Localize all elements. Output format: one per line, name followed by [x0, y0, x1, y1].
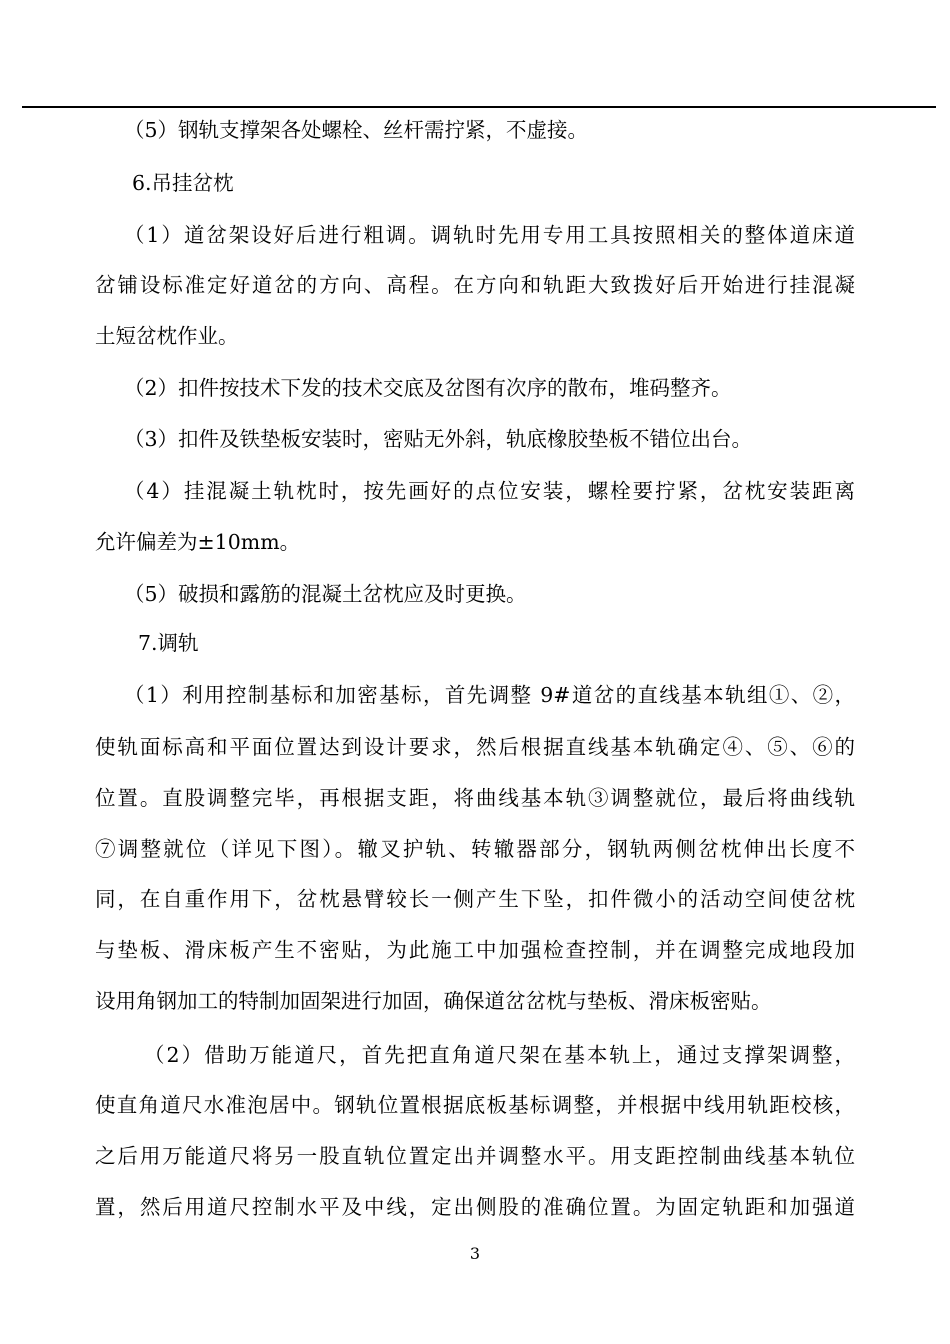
- paragraph-line: （4）挂混凝土轨枕时，按先画好的点位安装，螺栓要拧紧，岔枕安装距离: [124, 479, 855, 503]
- paragraph-line: 允许偏差为±10mm。: [95, 530, 301, 554]
- paragraph-line: （3）扣件及铁垫板安装时，密贴无外斜，轨底橡胶垫板不错位出台。: [124, 427, 753, 451]
- paragraph-line: 与垫板、滑床板产生不密贴，为此施工中加强检查控制，并在调整完成地段加: [95, 938, 855, 962]
- paragraph-line: （2）扣件按技术下发的技术交底及岔图有次序的散布，堆码整齐。: [124, 376, 732, 400]
- paragraph-line: 同，在自重作用下，岔枕悬臂较长一侧产生下坠，扣件微小的活动空间使岔枕: [95, 887, 855, 911]
- paragraph-line: （1）利用控制基标和加密基标，首先调整 9#道岔的直线基本轨组①、②，: [124, 683, 855, 707]
- paragraph-line: 置，然后用道尺控制水平及中线，定出侧股的准确位置。为固定轨距和加强道: [95, 1195, 855, 1219]
- section-heading: 6.吊挂岔枕: [132, 171, 234, 195]
- paragraph-line: （2）借助万能道尺，首先把直角道尺架在基本轨上，通过支撑架调整，: [144, 1043, 855, 1067]
- page-number: 3: [469, 1244, 481, 1263]
- paragraph-line: 设用角钢加工的特制加固架进行加固，确保道岔岔枕与垫板、滑床板密贴。: [95, 989, 772, 1013]
- paragraph-line: 使轨面标高和平面位置达到设计要求，然后根据直线基本轨确定④、⑤、⑥的: [95, 735, 855, 759]
- paragraph-line: 位置。直股调整完毕，再根据支距，将曲线基本轨③调整就位，最后将曲线轨: [95, 786, 855, 810]
- paragraph-line: 土短岔枕作业。: [95, 324, 239, 348]
- paragraph-line: ⑦调整就位（详见下图）。辙叉护轨、转辙器部分，钢轨两侧岔枕伸出长度不: [95, 837, 855, 861]
- section-heading: 7.调轨: [138, 631, 199, 655]
- paragraph-line: 之后用万能道尺将另一股直轨位置定出并调整水平。用支距控制曲线基本轨位: [95, 1144, 855, 1168]
- paragraph-line: 岔铺设标准定好道岔的方向、高程。在方向和轨距大致拨好后开始进行挂混凝: [95, 273, 855, 297]
- paragraph-line: （5）钢轨支撑架各处螺栓、丝杆需拧紧，不虚接。: [124, 118, 589, 142]
- paragraph-line: 使直角道尺水准泡居中。钢轨位置根据底板基标调整，并根据中线用轨距校核，: [95, 1093, 855, 1117]
- header-rule: [22, 106, 936, 108]
- paragraph-line: （5）破损和露筋的混凝土岔枕应及时更换。: [124, 582, 527, 606]
- paragraph-line: （1）道岔架设好后进行粗调。调轨时先用专用工具按照相关的整体道床道: [124, 223, 855, 247]
